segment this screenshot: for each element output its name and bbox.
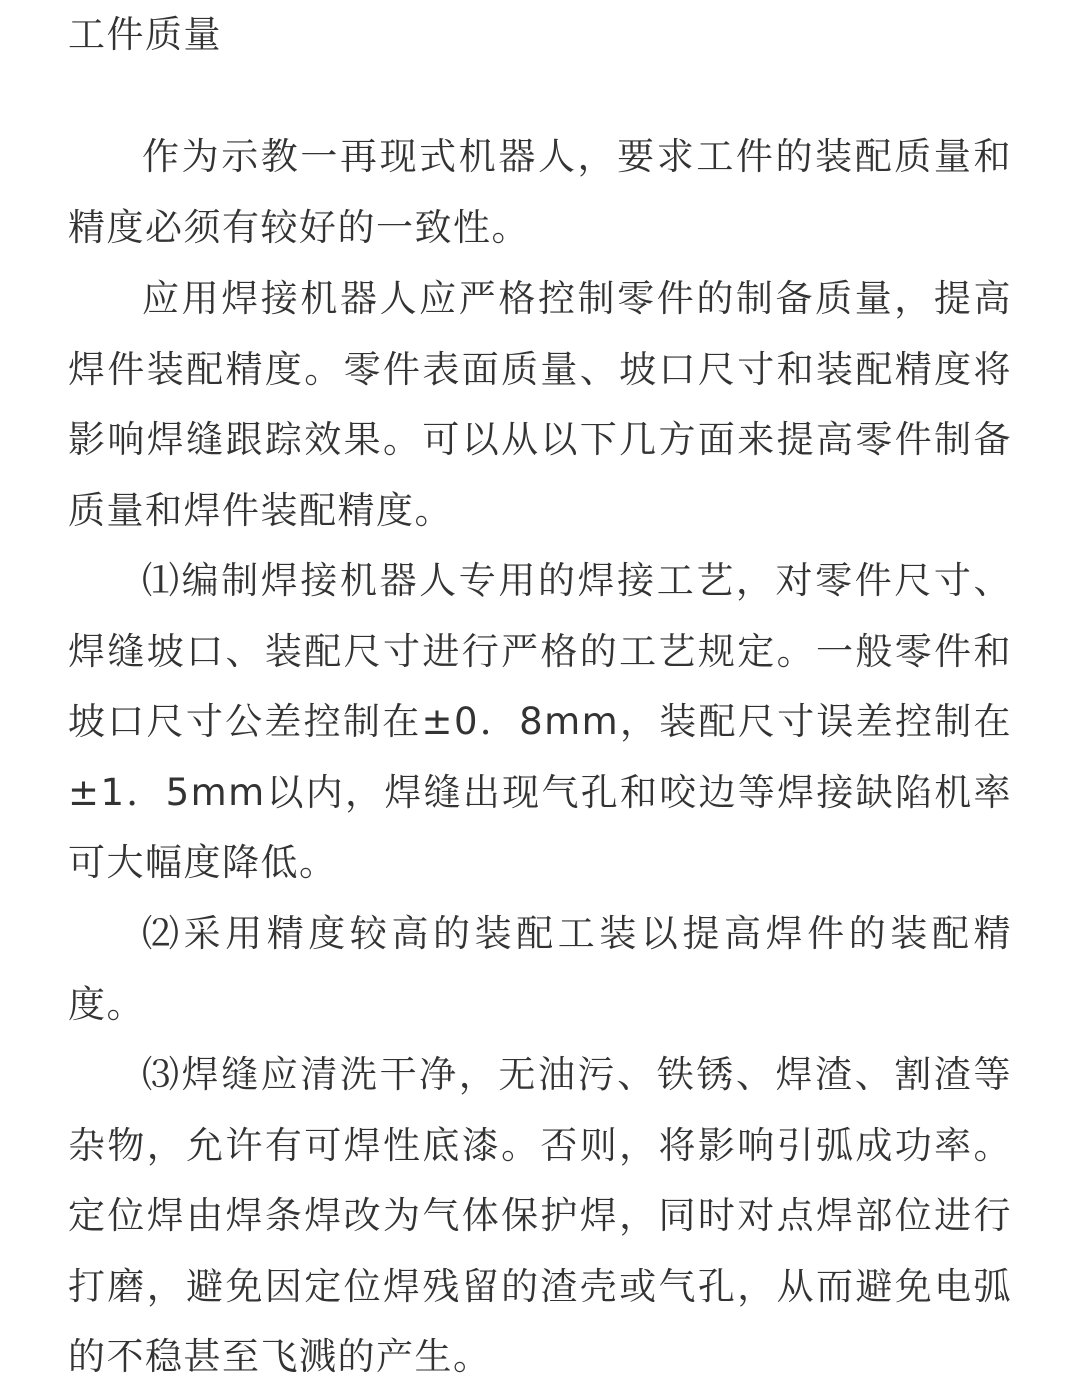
paragraph-item-2: ⑵采用精度较高的装配工装以提高焊件的装配精度。 — [68, 912, 1012, 1026]
paragraph-preparation-quality: 应用焊接机器人应严格控制零件的制备质量，提高焊件装配精度。零件表面质量、坡口尺寸和装配精度将影响焊缝跟踪效果。可以从以下几方面来提高零件制备质量和焊件装配精度。 — [68, 277, 1012, 532]
section-heading: 工件质量 — [68, 13, 222, 56]
paragraph-item-3: ⑶焊缝应清洗干净，无油污、铁锈、焊渣、割渣等杂物，允许有可焊性底漆。否则，将影响引弧成功率。定位焊由焊条焊改为气体保护焊，同时对点焊部位进行打磨，避免因定位焊残留的渣壳或气孔，从而避免电弧的不稳甚至飞溅的产生。 — [68, 1053, 1012, 1378]
paragraph-item-1: ⑴编制焊接机器人专用的焊接工艺，对零件尺寸、焊缝坡口、装配尺寸进行严格的工艺规定。一般零件和坡口尺寸公差控制在±0．8mm，装配尺寸误差控制在±1．5mm以内，焊缝出现气孔和咬边等焊接缺陷机率可大幅度降低。 — [68, 559, 1012, 884]
paragraph-consistency: 作为示教一再现式机器人，要求工件的装配质量和精度必须有较好的一致性。 — [68, 135, 1012, 249]
